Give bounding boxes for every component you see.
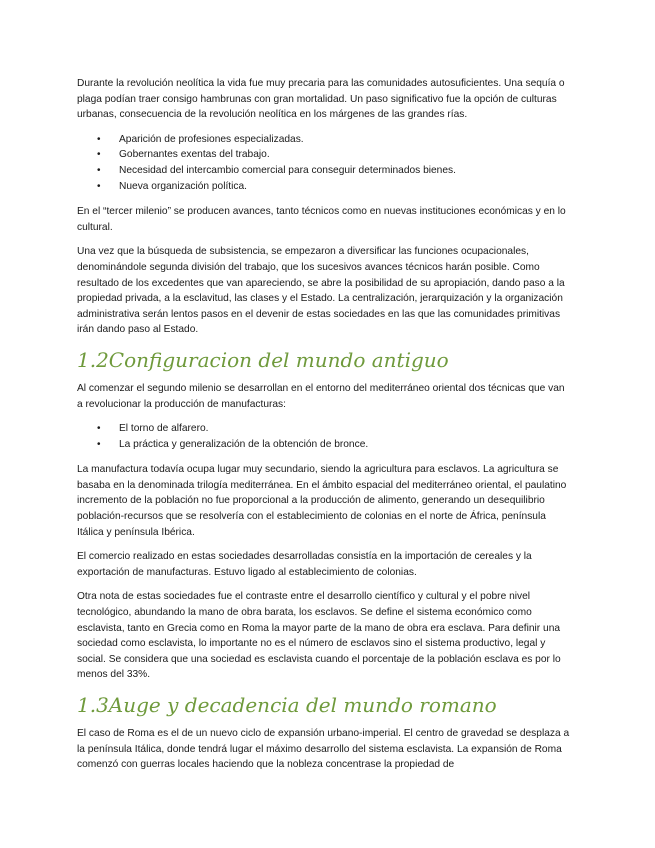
section-1-2-bullet-list — [77, 421, 571, 452]
section-1-2-paragraph-1: Al comenzar el segundo milenio se desarrollan en el entorno del mediterráneo oriental dos técnicas que van a revolucionar la producción de manufacturas: — [77, 382, 565, 410]
section-heading-1-3: 1.3Auge y decadencia del mundo romano — [77, 693, 497, 717]
intro-paragraph-3: Una vez que la búsqueda de subsistencia, se empezaron a diversificar las funciones ocupacionales, denominándole segunda división del trabajo, que los sucesivos avances técnicos harán posible. Como resultado de los excedentes que van apareciendo, se abre la posibilidad de su apropiación, dando paso a la propiedad privada, a la esclavitud, las clases y el Estado. La centralización, jerarquización y la organización administrativa serán lentos pasos en el devenir de estas sociedades en las que las comunidades primitivas irán dando paso al Estado. — [77, 246, 565, 336]
list-item: • Gobernantes exentas del trabajo. — [77, 147, 571, 163]
bullet-icon: • — [97, 180, 101, 192]
list-item: • El torno de alfarero. — [77, 421, 571, 437]
section-heading-1-2: 1.2Configuracion del mundo antiguo — [77, 347, 449, 372]
bullet-icon: • — [97, 149, 101, 161]
list-item: • Nueva organización política. — [77, 179, 571, 195]
list-item: • La práctica y generalización de la obtención de bronce. — [77, 437, 571, 453]
section-1-3-paragraph-1: El caso de Roma es el de un nuevo ciclo de expansión urbano-imperial. El centro de gravedad se desplaza a la península Itálica, donde tendrá lugar el máximo desarrollo del sistema esclavista. La expansión de Roma comenzó con guerras locales haciendo que la nobleza concentrase la propiedad de — [77, 728, 570, 771]
intro-paragraph-1: Durante la revolución neolítica la vida fue muy precaria para las comunidades autosuficientes. Una sequía o plaga podían traer consigo hambrunas con gran mortalidad. Un paso significativo fue la opción de culturas urbanas, consecuencia de la revolución neolítica en los márgenes de las grandes rías. — [77, 78, 565, 121]
section-1-2-paragraph-4: Otra nota de estas sociedades fue el contraste entre el desarrollo científico y cultural y el pobre nivel tecnológico, abundando la mano de obra barata, los esclavos. Se define el sistema económico como esclavista, tanto en Grecia como en Roma la mayor parte de la mano de obra era esclava. Para definir una sociedad como esclavista, lo importante no es el número de esclavos sino el sistema productivo, legal y social. Se considera que una sociedad es esclavista cuando el porcentaje de la población esclava es por lo menos del 33%. — [77, 591, 561, 681]
bullet-icon: • — [97, 423, 101, 435]
bullet-icon: • — [97, 164, 101, 176]
list-item: • Aparición de profesiones especializadas. — [77, 132, 571, 148]
section-1-2-paragraph-3: El comercio realizado en estas sociedades desarrolladas consistía en la importación de cereales y la exportación de manufacturas. Estuvo ligado al establecimiento de colonias. — [77, 551, 532, 578]
bullet-icon: • — [97, 133, 101, 145]
intro-paragraph-2: En el “tercer milenio” se producen avances, tanto técnicos como en nuevas instituciones económicas y en lo cultural. — [77, 206, 566, 233]
intro-bullet-list — [77, 132, 571, 194]
section-1-2-paragraph-2: La manufactura todavía ocupa lugar muy secundario, siendo la agricultura para esclavos. La agricultura se basaba en la denominada trilogía mediterránea. En el ámbito espacial del mediterráneo oriental, el paulatino incremento de la población no fue proporcional a la producción de alimento, generando un desequilibrio población-recursos que se resolvería con el establecimiento de colonias en el norte de África, península Itálica y península Ibérica. — [77, 464, 567, 538]
bullet-icon: • — [97, 438, 101, 450]
list-item: • Necesidad del intercambio comercial para conseguir determinados bienes. — [77, 163, 571, 179]
